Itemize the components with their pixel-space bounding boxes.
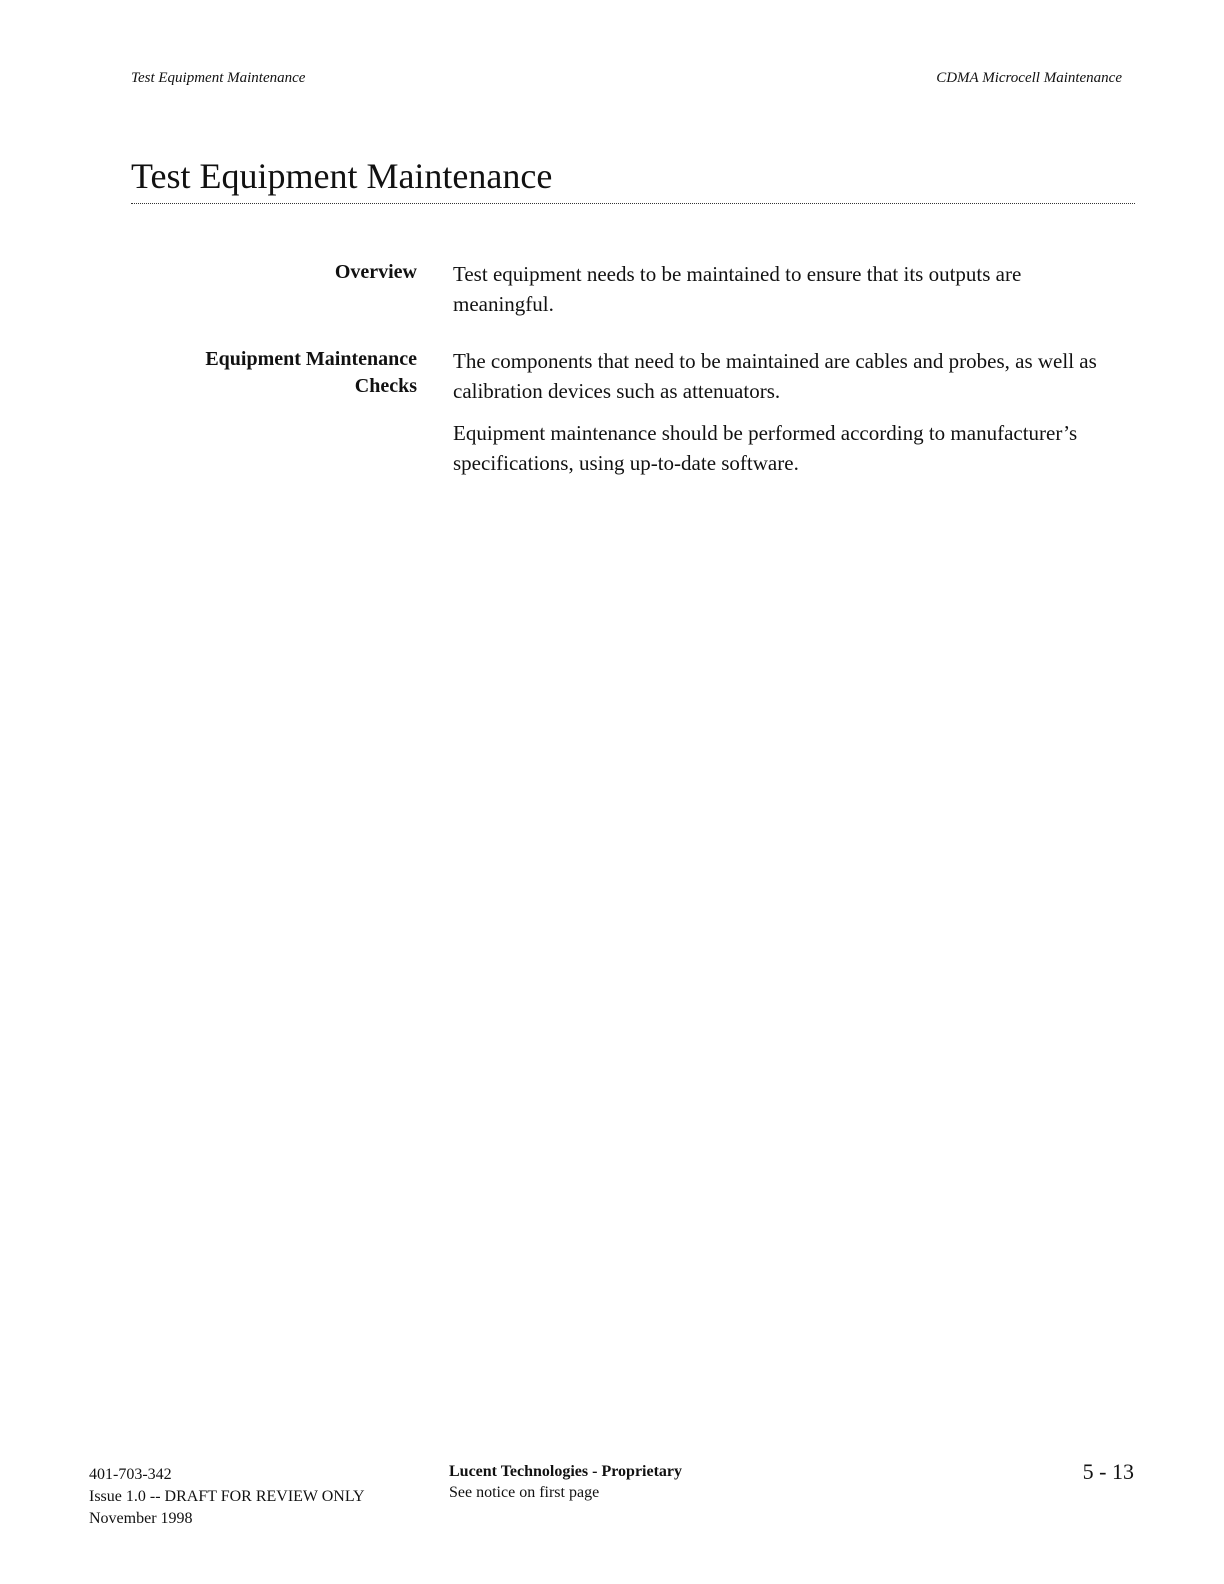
footer-date: November 1998 <box>89 1510 193 1527</box>
footer-issue: Issue 1.0 -- DRAFT FOR REVIEW ONLY <box>89 1488 365 1505</box>
section-label-line: Checks <box>354 375 417 397</box>
running-header-left: Test Equipment Maintenance <box>131 70 306 86</box>
footer-notice: See notice on first page <box>449 1484 600 1501</box>
section-label-overview: Overview <box>334 261 417 283</box>
paragraph: Test equipment needs to be maintained to ensure that its outputs are meaningful. <box>453 262 1022 316</box>
page-title: Test Equipment Maintenance <box>131 156 553 196</box>
paragraph: Equipment maintenance should be performed according to manufacturer’s specifications, using up-to-date software. <box>453 421 1078 475</box>
section-body-overview <box>453 259 1123 331</box>
running-header-right: CDMA Microcell Maintenance <box>936 70 1122 86</box>
section-body-equipment-maintenance-checks <box>453 346 1123 490</box>
paragraph: The components that need to be maintained are cables and probes, as well as calibration devices such as attenuators. <box>453 349 1097 403</box>
title-divider <box>131 203 1135 204</box>
footer-company: Lucent Technologies - Proprietary <box>449 1463 683 1480</box>
footer-doc-number: 401-703-342 <box>89 1466 172 1483</box>
section-label-line: Equipment Maintenance <box>205 348 417 370</box>
footer-proprietary <box>449 1461 682 1503</box>
footer-document-info <box>89 1464 365 1530</box>
page-number: 5 - 13 <box>1082 1459 1134 1484</box>
section-label-equipment-maintenance-checks <box>131 346 417 400</box>
